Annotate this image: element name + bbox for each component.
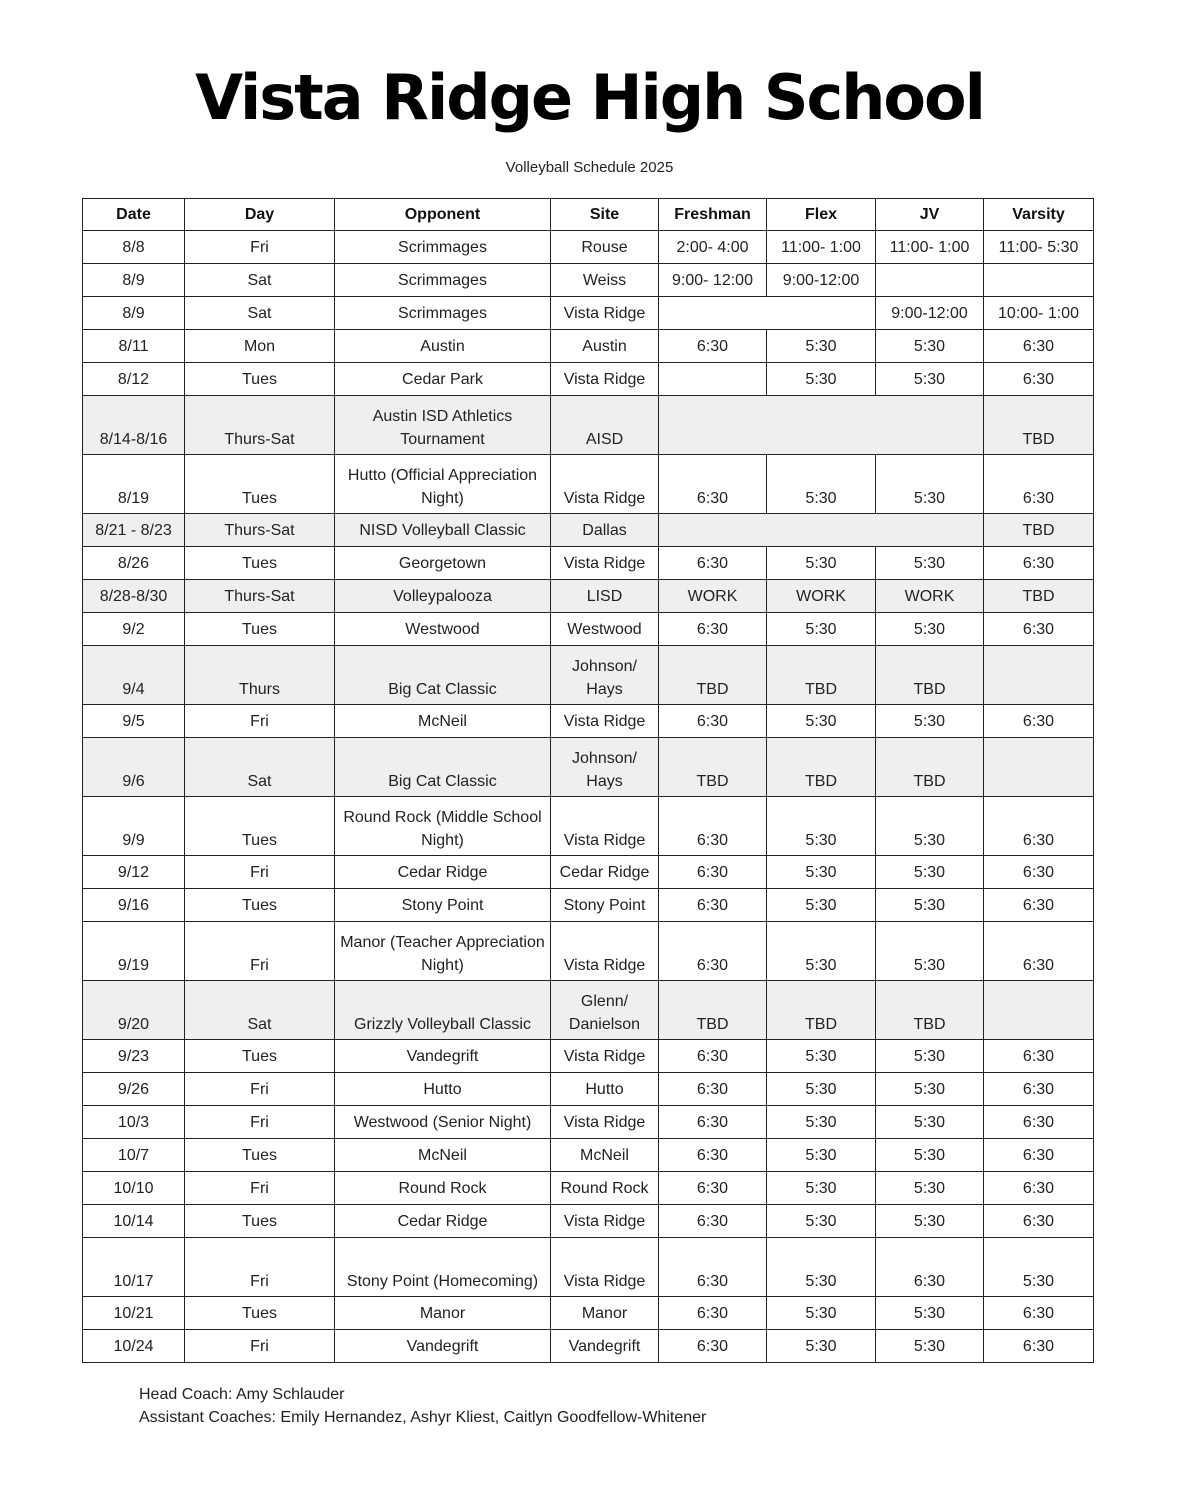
cell-date: 10/3 [83, 1106, 185, 1139]
cell-day: Sat [185, 738, 335, 797]
cell-day: Sat [185, 297, 335, 330]
table-row [83, 264, 1094, 297]
cell-day: Fri [185, 231, 335, 264]
table-row [83, 455, 1094, 514]
table-row [83, 231, 1094, 264]
cell-opponent: Round Rock (Middle School Night) [335, 797, 551, 856]
cell-opponent: Big Cat Classic [335, 646, 551, 705]
cell-varsity [984, 264, 1094, 297]
cell-varsity: TBD [984, 396, 1094, 455]
cell-day: Tues [185, 547, 335, 580]
cell-varsity: 6:30 [984, 330, 1094, 363]
table-row [83, 396, 1094, 455]
table-row [83, 613, 1094, 646]
cell-freshman: WORK [659, 580, 767, 613]
cell-flex: 5:30 [767, 1205, 876, 1238]
cell-site: Austin [551, 330, 659, 363]
table-row [83, 547, 1094, 580]
cell-freshman: 6:30 [659, 856, 767, 889]
cell-day: Tues [185, 613, 335, 646]
table-header [83, 199, 1094, 231]
cell-jv: 5:30 [876, 1139, 984, 1172]
cell-jv: 5:30 [876, 330, 984, 363]
cell-varsity: 6:30 [984, 705, 1094, 738]
table-row [83, 297, 1094, 330]
cell-site: Manor [551, 1297, 659, 1330]
cell-date: 10/17 [83, 1238, 185, 1297]
cell-opponent: Westwood [335, 613, 551, 646]
cell-opponent: Stony Point (Homecoming) [335, 1238, 551, 1297]
cell-jv: TBD [876, 646, 984, 705]
page-title: Vista Ridge High School [195, 61, 984, 134]
column-header-day: Day [185, 199, 335, 231]
cell-jv: 5:30 [876, 856, 984, 889]
cell-freshman: 6:30 [659, 1040, 767, 1073]
cell-day: Fri [185, 1106, 335, 1139]
cell-day: Thurs-Sat [185, 396, 335, 455]
cell-date: 8/9 [83, 297, 185, 330]
cell-day: Tues [185, 889, 335, 922]
cell-varsity: 6:30 [984, 1139, 1094, 1172]
cell-site: Cedar Ridge [551, 856, 659, 889]
cell-opponent: Cedar Ridge [335, 1205, 551, 1238]
cell-jv: 6:30 [876, 1238, 984, 1297]
table-row [83, 330, 1094, 363]
cell-freshman: 6:30 [659, 330, 767, 363]
cell-varsity [984, 738, 1094, 797]
cell-jv: 9:00-12:00 [876, 297, 984, 330]
cell-opponent: Georgetown [335, 547, 551, 580]
cell-site: Vista Ridge [551, 1040, 659, 1073]
cell-date: 8/8 [83, 231, 185, 264]
column-header-date: Date [83, 199, 185, 231]
cell-jv: TBD [876, 738, 984, 797]
cell-freshman: 6:30 [659, 1330, 767, 1363]
cell-opponent: Austin [335, 330, 551, 363]
cell-opponent: Manor (Teacher Appreciation Night) [335, 922, 551, 981]
cell-flex: 11:00- 1:00 [767, 231, 876, 264]
column-header-jv: JV [876, 199, 984, 231]
cell-day: Sat [185, 981, 335, 1040]
cell-date: 9/5 [83, 705, 185, 738]
cell-day: Fri [185, 922, 335, 981]
table-body [83, 231, 1094, 1363]
cell-site: Rouse [551, 231, 659, 264]
cell-date: 9/12 [83, 856, 185, 889]
cell-day: Tues [185, 797, 335, 856]
table-row [83, 738, 1094, 797]
cell-opponent: Manor [335, 1297, 551, 1330]
table-row [83, 363, 1094, 396]
cell-varsity: 10:00- 1:00 [984, 297, 1094, 330]
cell-opponent: McNeil [335, 705, 551, 738]
cell-site: AISD [551, 396, 659, 455]
cell-day: Tues [185, 1040, 335, 1073]
cell-date: 9/20 [83, 981, 185, 1040]
cell-jv: 5:30 [876, 797, 984, 856]
cell-jv [876, 264, 984, 297]
column-header-opponent: Opponent [335, 199, 551, 231]
cell-varsity: TBD [984, 580, 1094, 613]
schedule-table [82, 198, 1094, 1363]
cell-jv: 5:30 [876, 1073, 984, 1106]
cell-flex: TBD [767, 981, 876, 1040]
cell-opponent: NISD Volleyball Classic [335, 514, 551, 547]
cell-flex: 5:30 [767, 1040, 876, 1073]
cell-flex: 5:30 [767, 1238, 876, 1297]
cell-varsity: 6:30 [984, 547, 1094, 580]
cell-varsity: 6:30 [984, 455, 1094, 514]
cell-date: 10/21 [83, 1297, 185, 1330]
cell-flex: 5:30 [767, 330, 876, 363]
cell-varsity: 6:30 [984, 1106, 1094, 1139]
cell-date: 8/14-8/16 [83, 396, 185, 455]
cell-date: 9/16 [83, 889, 185, 922]
cell-flex: TBD [767, 738, 876, 797]
cell-date: 10/24 [83, 1330, 185, 1363]
cell-jv: 5:30 [876, 889, 984, 922]
table-row [83, 1040, 1094, 1073]
table-row [83, 1238, 1094, 1297]
cell-flex: WORK [767, 580, 876, 613]
cell-freshman: 9:00- 12:00 [659, 264, 767, 297]
table-row [83, 1297, 1094, 1330]
cell-day: Thurs-Sat [185, 514, 335, 547]
cell-freshman: TBD [659, 981, 767, 1040]
cell-date: 8/26 [83, 547, 185, 580]
cell-site: Vista Ridge [551, 797, 659, 856]
table-row [83, 1172, 1094, 1205]
cell-opponent: Cedar Park [335, 363, 551, 396]
table-row [83, 1106, 1094, 1139]
cell-flex: 5:30 [767, 1297, 876, 1330]
cell-varsity: 6:30 [984, 889, 1094, 922]
cell-freshman: 6:30 [659, 797, 767, 856]
table-row [83, 856, 1094, 889]
cell-freshman [659, 297, 876, 330]
cell-jv: 5:30 [876, 922, 984, 981]
table-row [83, 1073, 1094, 1106]
cell-site: Westwood [551, 613, 659, 646]
cell-day: Fri [185, 705, 335, 738]
page-subtitle: Volleyball Schedule 2025 [505, 159, 674, 176]
cell-day: Tues [185, 1205, 335, 1238]
cell-date: 8/9 [83, 264, 185, 297]
cell-flex: 5:30 [767, 705, 876, 738]
cell-freshman: 6:30 [659, 889, 767, 922]
cell-site: Stony Point [551, 889, 659, 922]
cell-jv: 5:30 [876, 363, 984, 396]
cell-day: Fri [185, 1172, 335, 1205]
cell-flex: 5:30 [767, 922, 876, 981]
cell-freshman [659, 363, 767, 396]
head-coach: Head Coach: Amy Schlauder [139, 1386, 345, 1403]
cell-varsity: 6:30 [984, 1330, 1094, 1363]
assistant-coaches: Assistant Coaches: Emily Hernandez, Ashyr Kliest, Caitlyn Goodfellow-Whitener [139, 1409, 707, 1426]
cell-site: Johnson/ Hays [551, 738, 659, 797]
cell-jv: 5:30 [876, 1297, 984, 1330]
cell-varsity: 6:30 [984, 1205, 1094, 1238]
cell-freshman: 6:30 [659, 1238, 767, 1297]
cell-opponent: Stony Point [335, 889, 551, 922]
cell-jv: TBD [876, 981, 984, 1040]
cell-date: 8/28-8/30 [83, 580, 185, 613]
cell-freshman: 6:30 [659, 1297, 767, 1330]
cell-opponent: Vandegrift [335, 1330, 551, 1363]
cell-flex: 5:30 [767, 856, 876, 889]
cell-freshman: 6:30 [659, 1205, 767, 1238]
column-header-varsity: Varsity [984, 199, 1094, 231]
cell-site: Dallas [551, 514, 659, 547]
cell-site: Vista Ridge [551, 705, 659, 738]
cell-date: 10/7 [83, 1139, 185, 1172]
cell-site: Weiss [551, 264, 659, 297]
cell-freshman: 6:30 [659, 547, 767, 580]
cell-flex: 5:30 [767, 797, 876, 856]
cell-opponent: Scrimmages [335, 297, 551, 330]
cell-site: Round Rock [551, 1172, 659, 1205]
table-row [83, 1205, 1094, 1238]
cell-freshman: 6:30 [659, 613, 767, 646]
cell-jv: 5:30 [876, 1205, 984, 1238]
cell-flex: 5:30 [767, 363, 876, 396]
cell-flex: 5:30 [767, 1106, 876, 1139]
cell-freshman: 6:30 [659, 1106, 767, 1139]
cell-site: Vista Ridge [551, 922, 659, 981]
cell-jv: 11:00- 1:00 [876, 231, 984, 264]
cell-opponent: Volleypalooza [335, 580, 551, 613]
cell-opponent: Westwood (Senior Night) [335, 1106, 551, 1139]
cell-jv: 5:30 [876, 1106, 984, 1139]
header-row [83, 199, 1094, 231]
column-header-site: Site [551, 199, 659, 231]
cell-freshman: 6:30 [659, 1073, 767, 1106]
cell-site: LISD [551, 580, 659, 613]
cell-opponent: Grizzly Volleyball Classic [335, 981, 551, 1040]
cell-flex: 5:30 [767, 1139, 876, 1172]
cell-freshman: TBD [659, 738, 767, 797]
cell-date: 9/26 [83, 1073, 185, 1106]
cell-opponent: Scrimmages [335, 231, 551, 264]
cell-date: 9/23 [83, 1040, 185, 1073]
cell-day: Sat [185, 264, 335, 297]
cell-date: 9/6 [83, 738, 185, 797]
table-row [83, 1330, 1094, 1363]
column-header-freshman: Freshman [659, 199, 767, 231]
cell-opponent: Big Cat Classic [335, 738, 551, 797]
cell-day: Fri [185, 1238, 335, 1297]
cell-flex: 5:30 [767, 1172, 876, 1205]
cell-varsity: TBD [984, 514, 1094, 547]
cell-opponent: Hutto [335, 1073, 551, 1106]
cell-jv: 5:30 [876, 1330, 984, 1363]
table-row [83, 646, 1094, 705]
cell-site: McNeil [551, 1139, 659, 1172]
cell-freshman: 6:30 [659, 455, 767, 514]
cell-site: Vista Ridge [551, 1106, 659, 1139]
cell-day: Fri [185, 1073, 335, 1106]
cell-varsity: 6:30 [984, 1172, 1094, 1205]
cell-flex: 5:30 [767, 455, 876, 514]
cell-opponent: Vandegrift [335, 1040, 551, 1073]
cell-jv: 5:30 [876, 613, 984, 646]
cell-day: Tues [185, 455, 335, 514]
table-row [83, 705, 1094, 738]
cell-varsity: 5:30 [984, 1238, 1094, 1297]
cell-jv: 5:30 [876, 705, 984, 738]
cell-day: Thurs-Sat [185, 580, 335, 613]
cell-site: Vista Ridge [551, 1205, 659, 1238]
cell-flex: 9:00-12:00 [767, 264, 876, 297]
cell-varsity: 6:30 [984, 797, 1094, 856]
cell-date: 9/4 [83, 646, 185, 705]
cell-opponent: Round Rock [335, 1172, 551, 1205]
cell-day: Thurs [185, 646, 335, 705]
cell-site: Hutto [551, 1073, 659, 1106]
cell-freshman: 6:30 [659, 1139, 767, 1172]
cell-date: 10/10 [83, 1172, 185, 1205]
cell-freshman [659, 396, 984, 455]
cell-day: Fri [185, 856, 335, 889]
cell-varsity: 11:00- 5:30 [984, 231, 1094, 264]
cell-jv: 5:30 [876, 1172, 984, 1205]
cell-day: Tues [185, 1297, 335, 1330]
cell-flex: 5:30 [767, 547, 876, 580]
cell-site: Vista Ridge [551, 297, 659, 330]
cell-jv: WORK [876, 580, 984, 613]
cell-opponent: Austin ISD Athletics Tournament [335, 396, 551, 455]
cell-opponent: Hutto (Official Appreciation Night) [335, 455, 551, 514]
cell-opponent: Scrimmages [335, 264, 551, 297]
cell-varsity: 6:30 [984, 613, 1094, 646]
cell-freshman: 2:00- 4:00 [659, 231, 767, 264]
cell-varsity: 6:30 [984, 1040, 1094, 1073]
cell-freshman: 6:30 [659, 705, 767, 738]
cell-freshman: 6:30 [659, 922, 767, 981]
table-row [83, 889, 1094, 922]
cell-day: Fri [185, 1330, 335, 1363]
table-row [83, 797, 1094, 856]
cell-flex: 5:30 [767, 1330, 876, 1363]
cell-jv: 5:30 [876, 455, 984, 514]
cell-date: 8/11 [83, 330, 185, 363]
cell-site: Vista Ridge [551, 455, 659, 514]
cell-jv: 5:30 [876, 1040, 984, 1073]
cell-date: 8/19 [83, 455, 185, 514]
cell-freshman: TBD [659, 646, 767, 705]
cell-varsity: 6:30 [984, 363, 1094, 396]
cell-date: 10/14 [83, 1205, 185, 1238]
cell-date: 9/2 [83, 613, 185, 646]
cell-site: Vista Ridge [551, 363, 659, 396]
cell-site: Vista Ridge [551, 1238, 659, 1297]
cell-varsity [984, 981, 1094, 1040]
cell-freshman [659, 514, 984, 547]
cell-flex: 5:30 [767, 1073, 876, 1106]
cell-opponent: McNeil [335, 1139, 551, 1172]
cell-day: Tues [185, 363, 335, 396]
cell-site: Johnson/ Hays [551, 646, 659, 705]
cell-site: Glenn/ Danielson [551, 981, 659, 1040]
cell-date: 8/12 [83, 363, 185, 396]
cell-jv: 5:30 [876, 547, 984, 580]
cell-flex: 5:30 [767, 889, 876, 922]
cell-site: Vandegrift [551, 1330, 659, 1363]
cell-varsity: 6:30 [984, 922, 1094, 981]
cell-opponent: Cedar Ridge [335, 856, 551, 889]
table-row [83, 1139, 1094, 1172]
table-row [83, 981, 1094, 1040]
table-row [83, 580, 1094, 613]
cell-date: 9/19 [83, 922, 185, 981]
table-row [83, 922, 1094, 981]
cell-varsity: 6:30 [984, 1297, 1094, 1330]
cell-varsity [984, 646, 1094, 705]
coaches-footer [139, 1383, 706, 1429]
cell-date: 8/21 - 8/23 [83, 514, 185, 547]
cell-freshman: 6:30 [659, 1172, 767, 1205]
table-row [83, 514, 1094, 547]
cell-site: Vista Ridge [551, 547, 659, 580]
cell-varsity: 6:30 [984, 1073, 1094, 1106]
cell-day: Tues [185, 1139, 335, 1172]
cell-flex: 5:30 [767, 613, 876, 646]
cell-varsity: 6:30 [984, 856, 1094, 889]
cell-date: 9/9 [83, 797, 185, 856]
cell-flex: TBD [767, 646, 876, 705]
column-header-flex: Flex [767, 199, 876, 231]
cell-day: Mon [185, 330, 335, 363]
